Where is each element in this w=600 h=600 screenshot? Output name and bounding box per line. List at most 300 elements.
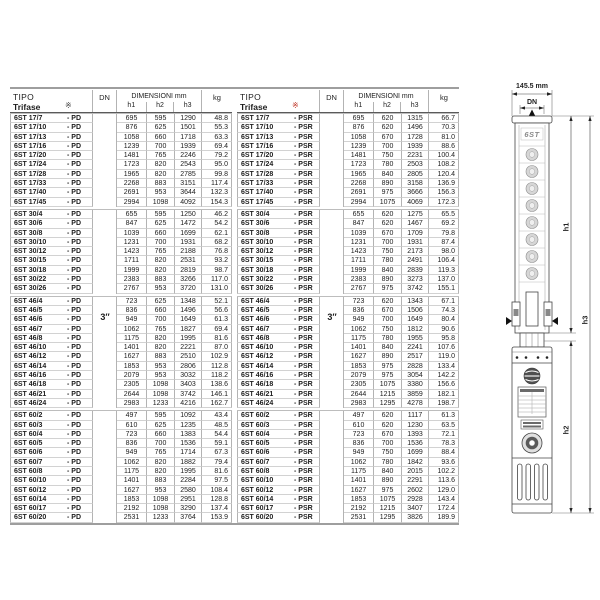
model-suffix: - PD	[67, 495, 81, 503]
table-row	[237, 495, 459, 504]
dn-cell	[93, 210, 117, 219]
model-cell	[237, 284, 320, 293]
h2-value: 625	[147, 219, 175, 228]
model-code: 6ST 60/10	[241, 477, 274, 485]
h2-value: 1098	[147, 504, 175, 513]
h2-value: 620	[374, 210, 402, 219]
kg-value: 156.6	[429, 380, 459, 389]
model-code: 6ST 60/6	[14, 449, 43, 457]
table-row	[10, 275, 232, 284]
kg-header-cell: kg	[440, 93, 448, 102]
model-suffix: - PSR	[294, 248, 313, 256]
dn-cell	[93, 114, 117, 123]
h3-value: 4216	[175, 399, 202, 408]
dn-cell	[320, 284, 344, 293]
h1-value: 2079	[117, 371, 147, 380]
dn-cell	[93, 504, 117, 513]
kg-value: 143.4	[429, 495, 459, 504]
model-code: 6ST 60/5	[14, 440, 43, 448]
h3-value: 2580	[175, 486, 202, 495]
h1-value: 836	[344, 439, 374, 448]
table-row	[10, 513, 232, 522]
h2-value: 975	[374, 371, 402, 380]
kg-value: 54.2	[202, 219, 232, 228]
model-code: 6ST 17/45	[14, 198, 47, 206]
h3-value: 2602	[402, 486, 429, 495]
model-suffix: - PD	[67, 152, 81, 160]
model-code: 6ST 30/22	[241, 276, 274, 284]
h2-value: 820	[147, 160, 175, 169]
model-cell	[237, 198, 320, 207]
dn-cell	[93, 421, 117, 430]
table-row	[10, 284, 232, 293]
model-cell	[10, 114, 93, 123]
h1-value: 949	[344, 315, 374, 324]
kg-value: 97.5	[202, 476, 232, 485]
model-suffix: - PD	[67, 449, 81, 457]
model-cell	[237, 170, 320, 179]
model-cell	[237, 275, 320, 284]
kg-value: 79.4	[202, 458, 232, 467]
table-row	[10, 399, 232, 408]
kg-value: 81.0	[429, 133, 459, 142]
h2-value: 820	[147, 170, 175, 179]
table-row	[237, 284, 459, 293]
h3-value: 4278	[402, 399, 429, 408]
h-columns-labels	[117, 102, 201, 112]
model-suffix: - PSR	[294, 458, 313, 466]
model-code: 6ST 46/5	[14, 306, 43, 314]
h3-value: 1250	[175, 210, 202, 219]
h1-value: 1062	[117, 325, 147, 334]
h2-value: 660	[147, 306, 175, 315]
dn-cell	[93, 390, 117, 399]
model-cell	[237, 210, 320, 219]
h2-value: 890	[374, 275, 402, 284]
dn-cell	[320, 151, 344, 160]
h1-value: 655	[117, 210, 147, 219]
table-row	[10, 486, 232, 495]
h2-value: 700	[374, 238, 402, 247]
h1-value: 497	[344, 411, 374, 420]
dn-merged-value: 3″	[327, 312, 337, 322]
model-cell	[10, 467, 93, 476]
h3-value: 1393	[402, 430, 429, 439]
table-header	[237, 90, 459, 113]
h3-value: 3032	[175, 371, 202, 380]
kg-value: 198.7	[429, 399, 459, 408]
h1-value: 723	[344, 430, 374, 439]
dn-cell	[320, 266, 344, 275]
discharge-head	[512, 116, 552, 123]
model-cell	[10, 198, 93, 207]
h2-value: 840	[374, 170, 402, 179]
h1-value: 2268	[117, 179, 147, 188]
table-row	[10, 238, 232, 247]
model-suffix: - PSR	[294, 276, 313, 284]
model-group	[10, 410, 232, 523]
h1-value: 1058	[344, 133, 374, 142]
kg-value: 119.3	[429, 266, 459, 275]
model-code: 6ST 46/18	[14, 381, 47, 389]
dn-cell	[93, 170, 117, 179]
model-cell	[237, 334, 320, 343]
model-cell	[10, 284, 93, 293]
dn-cell	[93, 476, 117, 485]
h2-value: 1075	[374, 380, 402, 389]
table-row	[237, 362, 459, 371]
h1-value: 1239	[344, 142, 374, 151]
h1-value: 2531	[117, 513, 147, 522]
h3-value: 2241	[402, 343, 429, 352]
model-cell	[10, 399, 93, 408]
kg-value: 76.8	[202, 247, 232, 256]
model-cell	[237, 133, 320, 142]
h1-value: 723	[117, 430, 147, 439]
dn-cell	[320, 219, 344, 228]
h2-value: 595	[147, 114, 175, 123]
model-code: 6ST 60/2	[241, 412, 270, 420]
h3-value: 1709	[402, 229, 429, 238]
model-cell	[10, 188, 93, 197]
h2-value: 670	[374, 430, 402, 439]
model-suffix: - PD	[67, 306, 81, 314]
kg-value: 95.0	[202, 160, 232, 169]
model-cell	[237, 266, 320, 275]
table-row	[10, 390, 232, 399]
model-code: 6ST 60/12	[14, 486, 47, 494]
model-cell	[10, 334, 93, 343]
kg-value: 81.6	[202, 334, 232, 343]
h3-value: 2015	[402, 467, 429, 476]
model-code: 6ST 17/28	[14, 170, 47, 178]
model-code: 6ST 60/3	[241, 421, 270, 429]
model-cell	[10, 448, 93, 457]
kg-value: 108.4	[202, 486, 232, 495]
h2-value: 883	[147, 275, 175, 284]
table-row	[10, 421, 232, 430]
model-suffix: - PSR	[294, 362, 313, 370]
model-cell	[10, 390, 93, 399]
model-code: 6ST 30/10	[14, 238, 47, 246]
model-cell	[237, 123, 320, 132]
model-code: 6ST 17/10	[241, 124, 274, 132]
model-suffix: - PSR	[294, 306, 313, 314]
model-suffix: - PSR	[294, 449, 313, 457]
h1-value: 1423	[344, 247, 374, 256]
model-cell	[237, 467, 320, 476]
dn-cell	[320, 325, 344, 334]
h2-value: 883	[147, 352, 175, 361]
model-code: 6ST 17/13	[14, 133, 47, 141]
table-row	[10, 219, 232, 228]
h2-value: 1295	[374, 513, 402, 522]
dn-cell	[93, 160, 117, 169]
h2-value: 975	[374, 362, 402, 371]
model-suffix: - PD	[67, 238, 81, 246]
model-code: 6ST 30/12	[241, 248, 274, 256]
h1-label: h1	[344, 102, 374, 112]
kg-value: 56.6	[202, 306, 232, 315]
table-row	[237, 151, 459, 160]
table-row	[237, 238, 459, 247]
kg-value: 66.7	[429, 114, 459, 123]
kg-value: 106.4	[429, 256, 459, 265]
h3-value: 2828	[402, 362, 429, 371]
kg-value: 78.3	[429, 439, 459, 448]
model-code: 6ST 60/2	[14, 412, 43, 420]
model-code: 6ST 46/6	[241, 316, 270, 324]
dn-cell	[320, 334, 344, 343]
model-code: 6ST 30/4	[241, 210, 270, 218]
h1-value: 655	[344, 210, 374, 219]
table-row	[237, 513, 459, 522]
h1-value: 2079	[344, 371, 374, 380]
model-group	[237, 209, 459, 294]
kg-value: 74.3	[429, 306, 459, 315]
dimension-arrowheads	[569, 116, 591, 513]
dn-cell	[93, 380, 117, 389]
dimension-table-psr	[237, 90, 459, 523]
kg-value: 132.3	[202, 188, 232, 197]
kg-value: 90.6	[429, 325, 459, 334]
h1-value: 1965	[117, 170, 147, 179]
model-suffix: - PSR	[294, 238, 313, 246]
model-suffix: - PSR	[294, 495, 313, 503]
model-code: 6ST 46/12	[14, 353, 47, 361]
kg-value: 146.1	[202, 390, 232, 399]
h3-value: 2806	[175, 362, 202, 371]
model-cell	[237, 229, 320, 238]
dn-cell	[93, 513, 117, 522]
h1-value: 1423	[117, 247, 147, 256]
h1-value: 2994	[117, 198, 147, 207]
model-cell	[10, 352, 93, 361]
model-suffix: - PSR	[294, 124, 313, 132]
kg-value: 155.1	[429, 284, 459, 293]
h3-value: 1275	[402, 210, 429, 219]
h1-value: 836	[117, 439, 147, 448]
table-row	[237, 352, 459, 361]
h3-value: 1714	[175, 448, 202, 457]
table-row	[10, 352, 232, 361]
h1-value: 1723	[117, 160, 147, 169]
h3-value: 1235	[175, 421, 202, 430]
h3-value: 1536	[175, 439, 202, 448]
model-code: 6ST 60/7	[14, 458, 43, 466]
h3-value: 2531	[175, 256, 202, 265]
h3-value: 1955	[402, 334, 429, 343]
h1-value: 2644	[344, 390, 374, 399]
h2-value: 750	[374, 448, 402, 457]
model-suffix: - PD	[67, 399, 81, 407]
model-cell	[10, 247, 93, 256]
model-code: 6ST 30/15	[241, 257, 274, 265]
h3-value: 3666	[402, 188, 429, 197]
tipo-header-cell	[237, 90, 320, 112]
kg-value: 189.9	[429, 513, 459, 522]
dn-cell	[320, 486, 344, 495]
model-code: 6ST 30/15	[14, 257, 47, 265]
model-group	[237, 410, 459, 523]
h3-value: 3158	[402, 179, 429, 188]
model-suffix: - PSR	[294, 514, 313, 522]
model-cell	[10, 142, 93, 151]
kg-value: 137.0	[429, 275, 459, 284]
h3-value: 1718	[175, 133, 202, 142]
model-cell	[237, 411, 320, 420]
model-suffix: - PD	[67, 372, 81, 380]
h2-value: 780	[374, 160, 402, 169]
model-suffix: - PSR	[294, 467, 313, 475]
model-suffix: - PSR	[294, 229, 313, 237]
model-suffix: - PD	[67, 161, 81, 169]
model-cell	[237, 325, 320, 334]
model-code: 6ST 17/40	[14, 189, 47, 197]
h1-value: 1711	[344, 256, 374, 265]
h2-value: 1233	[147, 399, 175, 408]
model-suffix: - PD	[67, 362, 81, 370]
model-group	[10, 296, 232, 409]
kg-value: 100.4	[429, 151, 459, 160]
table-row	[10, 430, 232, 439]
h1-value: 847	[117, 219, 147, 228]
model-code: 6ST 46/8	[241, 334, 270, 342]
table-row	[237, 334, 459, 343]
dn-cell	[320, 343, 344, 352]
h3-value: 2188	[175, 247, 202, 256]
h3-value: 2543	[175, 160, 202, 169]
h1-value: 2983	[117, 399, 147, 408]
model-code: 6ST 46/7	[14, 325, 43, 333]
dn-cell	[93, 238, 117, 247]
h3-value: 3273	[402, 275, 429, 284]
h3-value: 3407	[402, 504, 429, 513]
h2-value: 1075	[374, 198, 402, 207]
h1-label: h1	[117, 102, 147, 112]
model-suffix: - PD	[67, 124, 81, 132]
kg-value: 61.3	[202, 315, 232, 324]
trifase-label: Trifase	[13, 102, 41, 112]
kg-value: 48.8	[202, 114, 232, 123]
model-suffix: - PSR	[294, 399, 313, 407]
dn-cell	[320, 229, 344, 238]
model-suffix: - PD	[67, 458, 81, 466]
table-row	[10, 362, 232, 371]
model-suffix: - PSR	[294, 257, 313, 265]
dn-cell	[320, 467, 344, 476]
table-row	[237, 123, 459, 132]
model-code: 6ST 46/18	[241, 381, 274, 389]
h3-value: 3403	[175, 380, 202, 389]
h2-value: 840	[374, 343, 402, 352]
model-code: 6ST 17/40	[241, 189, 274, 197]
h3-value: 2928	[402, 495, 429, 504]
h1-value: 2691	[117, 188, 147, 197]
h2-value: 1215	[374, 390, 402, 399]
h3-value: 1939	[175, 142, 202, 151]
table-row	[10, 229, 232, 238]
h3-value: 1649	[175, 315, 202, 324]
dn-cell	[320, 421, 344, 430]
dn-cell	[93, 411, 117, 420]
h2-label: h2	[374, 102, 402, 112]
model-suffix: - PD	[67, 115, 81, 122]
model-suffix: - PD	[67, 440, 81, 448]
h1-value: 1062	[344, 458, 374, 467]
dim-arrow-right	[547, 92, 552, 96]
model-suffix: - PSR	[294, 334, 313, 342]
kg-value: 108.2	[429, 160, 459, 169]
h2-value: 750	[374, 151, 402, 160]
h3-value: 2231	[402, 151, 429, 160]
model-code: 6ST 46/14	[241, 362, 274, 370]
model-cell	[10, 133, 93, 142]
h1-value: 949	[117, 448, 147, 457]
h3-value: 2819	[175, 266, 202, 275]
h1-value: 1627	[344, 486, 374, 495]
h1-value: 1853	[117, 495, 147, 504]
model-cell	[10, 315, 93, 324]
h2-value: 765	[147, 448, 175, 457]
model-suffix: - PSR	[294, 266, 313, 274]
model-code: 6ST 17/7	[14, 115, 43, 122]
model-cell	[237, 142, 320, 151]
model-code: 6ST 46/4	[14, 297, 43, 305]
h2-value: 660	[147, 430, 175, 439]
table-row	[237, 179, 459, 188]
h2-value: 1098	[147, 495, 175, 504]
dn-cell	[93, 256, 117, 265]
h2-value: 620	[374, 411, 402, 420]
model-cell	[10, 439, 93, 448]
dn-cell	[93, 343, 117, 352]
kg-value: 63.5	[429, 421, 459, 430]
h3-value: 2517	[402, 352, 429, 361]
h1-value: 1401	[117, 476, 147, 485]
h1-value: 836	[344, 306, 374, 315]
model-suffix: - PSR	[294, 421, 313, 429]
h1-value: 1853	[344, 362, 374, 371]
h2-value: 750	[374, 247, 402, 256]
model-cell	[237, 448, 320, 457]
h1-value: 723	[344, 297, 374, 306]
model-cell	[10, 371, 93, 380]
h2-value: 820	[147, 343, 175, 352]
model-group	[237, 113, 459, 207]
kg-value: 113.6	[429, 476, 459, 485]
model-code: 6ST 17/20	[241, 152, 274, 160]
dn-cell	[93, 275, 117, 284]
rating-label	[521, 420, 543, 429]
table-row	[237, 133, 459, 142]
table-row	[237, 188, 459, 197]
h3-value: 1931	[175, 238, 202, 247]
kg-value: 95.8	[429, 334, 459, 343]
model-group	[237, 296, 459, 409]
table-row	[10, 114, 232, 123]
table-row	[237, 160, 459, 169]
h1-value: 2767	[344, 284, 374, 293]
dn-cell	[93, 486, 117, 495]
h2-value: 1075	[374, 495, 402, 504]
table-row	[237, 504, 459, 513]
table-row	[237, 486, 459, 495]
dimensioni-label: DIMENSIONI mm	[358, 93, 414, 100]
table-row	[237, 371, 459, 380]
kg-value: 119.0	[429, 352, 459, 361]
model-cell	[237, 390, 320, 399]
